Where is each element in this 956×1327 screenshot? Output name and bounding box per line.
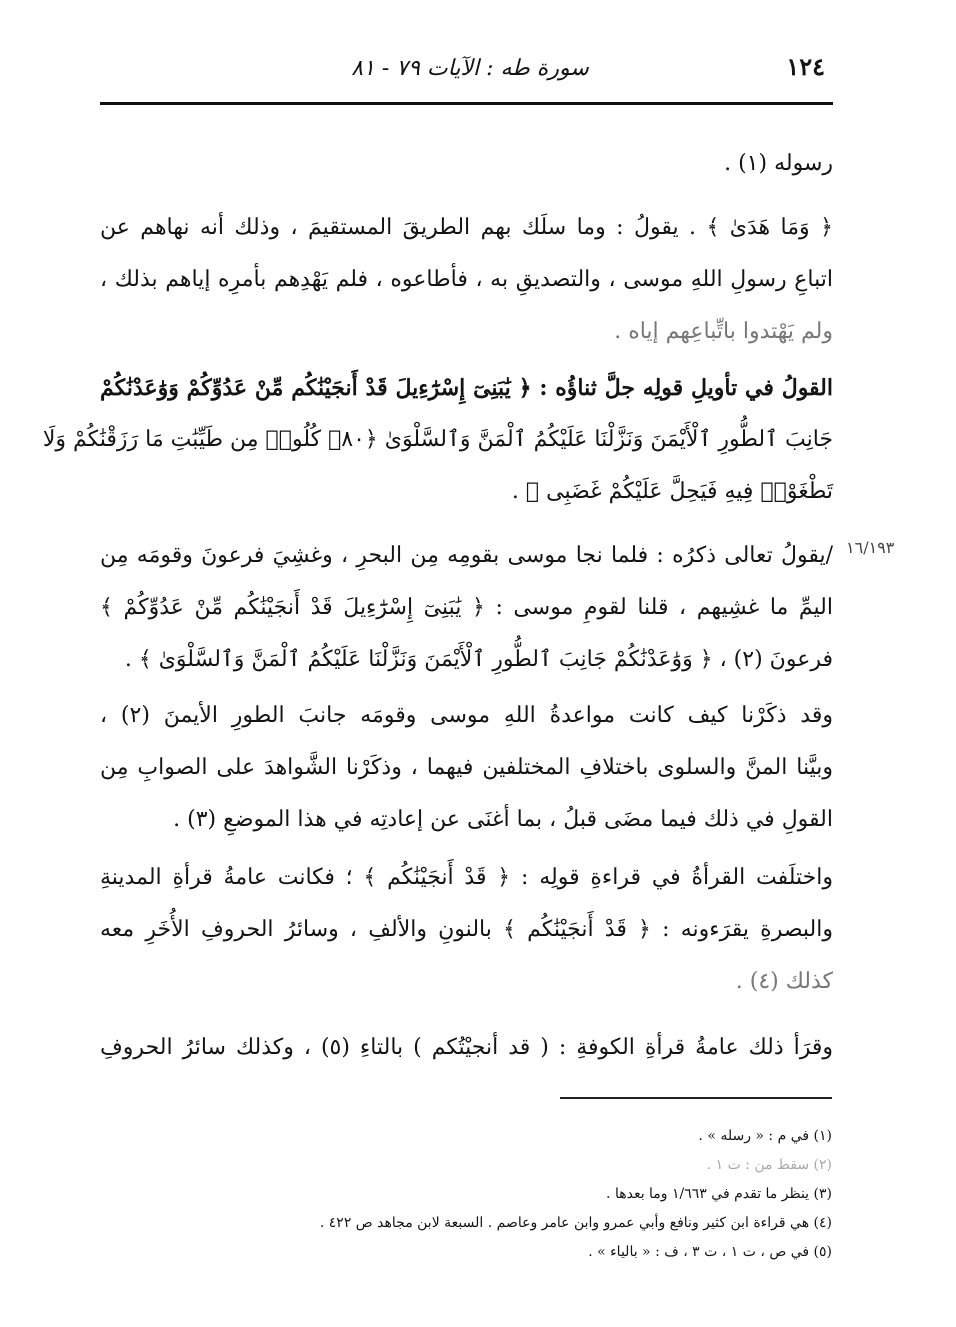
- margin-reference: ١٦/١٩٣: [846, 538, 895, 557]
- text-line: وبيَّنا المنَّ والسلوى باختلافِ المختلفين فيهما ، وذكَرْنا الشَّواهدَ على الصوابِ مِن: [100, 755, 833, 780]
- text-line: تَطْغَوْا۟ فِيهِ فَيَحِلَّ عَلَيْكُمْ غَضَبِى ﴾ .: [511, 479, 833, 504]
- text-line: ولم يَهْتدوا باتِّباعِهم إياه .: [614, 319, 833, 344]
- text-line: القولُ في تأويلِ قولِه جلَّ ثناؤُه : ﴿ يَٰبَنِىٓ إِسْرَٰٓءِيلَ قَدْ أَنجَيْنَٰكُم مِّنْ عَدُوِّكُمْ وَوَٰعَدْنَٰكُمْ: [100, 375, 833, 401]
- page-number: ١٢٤: [786, 52, 825, 81]
- footnote-2: (٢) سقط من : ت ١ .: [706, 1157, 832, 1173]
- text-line: وقد ذكَرْنا كيف كانت مواعدةُ اللهِ موسى وقومَه جانبَ الطورِ الأيمنَ (٢) ،: [100, 703, 833, 728]
- text-line: جَانِبَ ٱلطُّورِ ٱلْأَيْمَنَ وَنَزَّلْنَا عَلَيْكُمُ ٱلْمَنَّ وَٱلسَّلْوَىٰ ﴿٨٠﴾ كُلُوا۟ مِن طَيِّبَٰتِ مَا رَزَقْنَٰكُمْ وَلَا: [42, 427, 833, 452]
- paragraph-interpretation: [100, 530, 833, 686]
- text-line: /يقولُ تعالى ذكرُه : فلما نجا موسى بقومِه مِن البحرِ ، وغشِيَ فرعونَ وقومَه مِن: [100, 543, 833, 568]
- paragraph-readings: [100, 852, 833, 1008]
- paragraph-commentary: [100, 202, 833, 358]
- footnote-1: (١) في م : « رسله » .: [698, 1128, 832, 1144]
- text-line: كذلك (٤) .: [735, 969, 833, 994]
- paragraph-verse-heading: [42, 362, 833, 518]
- running-header-title: سورة طه : الآيات ٧٩ - ٨١: [351, 56, 589, 81]
- text-line: اتباعِ رسولِ اللهِ موسى ، والتصديقِ به ، فأطاعوه ، فلم يَهْدِهم بأمرِه إياهم بذلك ،: [100, 267, 833, 292]
- paragraph-continuation: [100, 138, 833, 190]
- paragraph-readings-kufa: [100, 1022, 833, 1074]
- text-line: فرعونَ (٢) ، ﴿ وَوَٰعَدْنَٰكُمْ جَانِبَ ٱلطُّورِ ٱلْأَيْمَنَ وَنَزَّلْنَا عَلَيْكُمُ ٱلْمَنَّ وَٱلسَّلْوَىٰ ﴾ .: [124, 647, 833, 672]
- footnotes: [180, 1122, 832, 1267]
- footnote-5: (٥) في ص ، ت ١ ، ت ٣ ، ف : « بالياء » .: [588, 1244, 832, 1260]
- footnote-4: (٤) هي قراءة ابن كثير ونافع وأبي عمرو وابن عامر وعاصم . السبعة لابن مجاهد ص ٤٢٢ .: [319, 1215, 832, 1231]
- text-line: اليمِّ ما غشِيهم ، قلنا لقومِ موسى : ﴿ يَٰبَنِىٓ إِسْرَٰٓءِيلَ قَدْ أَنجَيْنَٰكُم مِّنْ عَدُوِّكُمْ ﴾: [100, 595, 833, 620]
- text-line: واختلَفت القرأةُ في قراءةِ قولِه : ﴿ قَدْ أَنجَيْنَٰكُم ﴾ ؛ فكانت عامةُ قرأةِ المدينةِ: [100, 865, 833, 890]
- text-line: ﴿ وَمَا هَدَىٰ ﴾ . يقولُ : وما سلَك بهم الطريقَ المستقيمَ ، وذلك أنه نهاهم عن: [100, 215, 833, 240]
- text-line: القولِ في ذلك فيما مضَى قبلُ ، بما أغنَى عن إعادتِه في هذا الموضعِ (٣) .: [173, 807, 833, 832]
- text-line: والبصرةِ يقرَءونه : ﴿ قَدْ أَنجَيْنَٰكُم ﴾ بالنونِ والألفِ ، وسائرُ الحروفِ الأُخَرِ معه: [100, 917, 833, 942]
- text-line: وقرَأ ذلك عامةُ قرأةِ الكوفةِ : ( قد أنجيْتُكم ) بالتاءِ (٥) ، وكذلك سائرُ الحروفِ: [100, 1035, 833, 1060]
- footnote-divider: [560, 1097, 832, 1099]
- text-line: رسوله (١) .: [724, 151, 833, 176]
- footnote-3: (٣) ينظر ما تقدم في ١/٦٦٣ وما بعدها .: [606, 1186, 832, 1202]
- paragraph-reference: [100, 690, 833, 846]
- header-divider: [100, 102, 833, 105]
